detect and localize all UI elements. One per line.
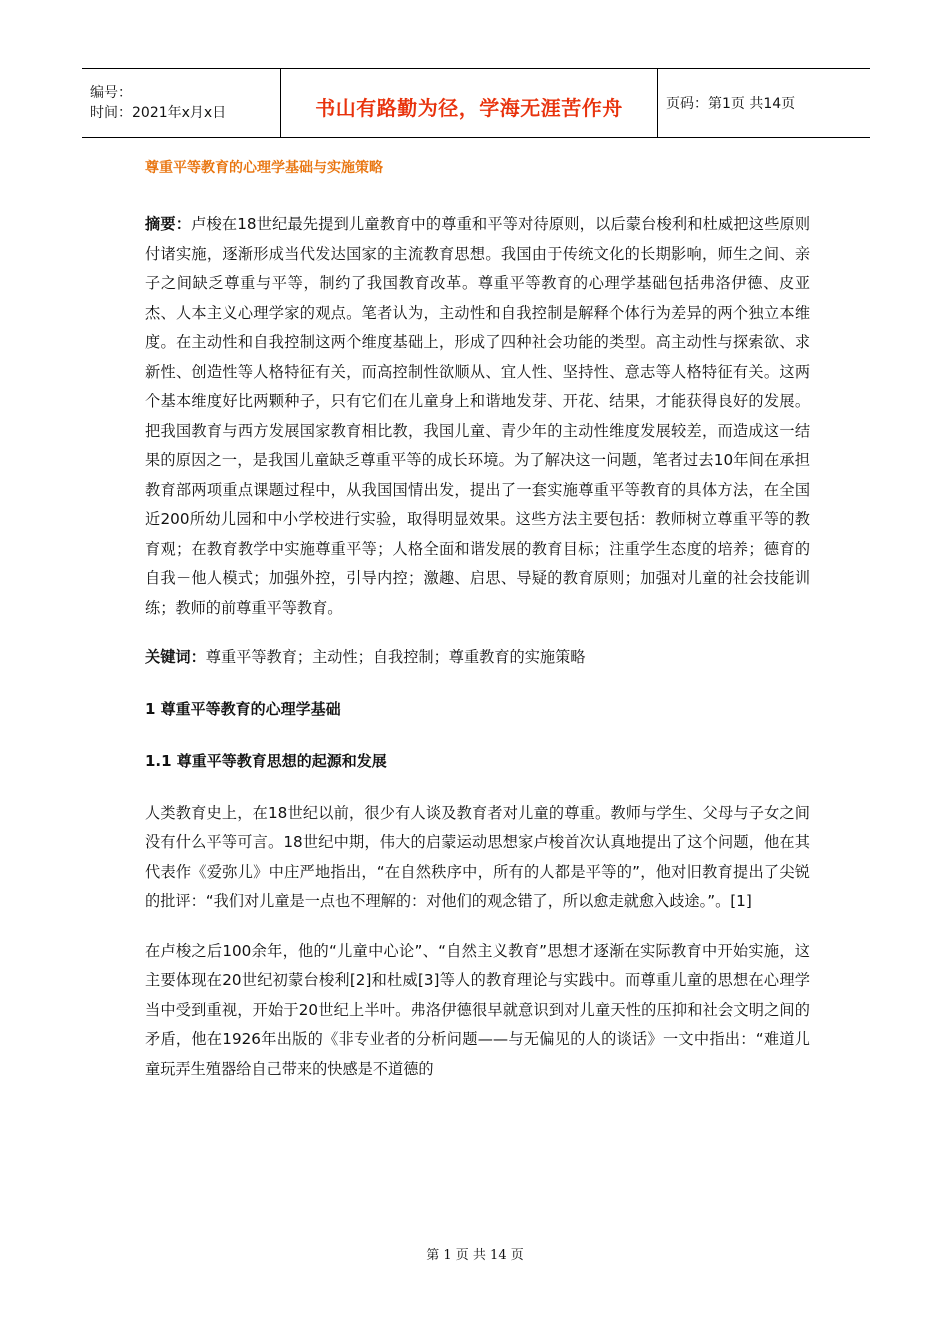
header-meta <box>82 69 281 137</box>
page-header <box>82 68 870 138</box>
section-1-heading: 1 尊重平等教育的心理学基础 <box>145 699 341 718</box>
document-title: 尊重平等教育的心理学基础与实施策略 <box>145 160 383 176</box>
header-page-cell <box>658 69 870 137</box>
header-motto-cell <box>281 69 658 137</box>
abstract-paragraph <box>145 210 810 623</box>
abstract-label: 摘要： <box>145 215 192 233</box>
time-label: 时间：2021年x月x日 <box>90 105 227 121</box>
header-page-info: 页码：第1页 共14页 <box>666 96 796 112</box>
keywords-paragraph <box>145 643 810 673</box>
body-paragraph-2: 在卢梭之后100余年，他的“儿童中心论”、“自然主义教育”思想才逐渐在实际教育中开始实施，这主要体现在20世纪初蒙台梭利[2]和杜威[3]等人的教育理论与实践中。而尊重儿童的思想在心理学当中受到重视，开始于20世纪上半叶。弗洛伊德很早就意识到对儿童天性的压抑和社会文明之间的矛盾，他在1926年出版的《非专业者的分析问题——与无偏见的人的谈话》一文中指出：“难道儿童玩弄生殖器给自己带来的快感是不道德的 <box>145 941 810 1078</box>
header-motto: 书山有路勤为径，学海无涯苦作舟 <box>315 95 623 120</box>
document-body <box>145 156 810 1084</box>
keywords-text: 尊重平等教育；主动性；自我控制；尊重教育的实施策略 <box>205 648 586 666</box>
body-paragraph-1: 人类教育史上，在18世纪以前，很少有人谈及教育者对儿童的尊重。教师与学生、父母与子女之间没有什么平等可言。18世纪中期，伟大的启蒙运动思想家卢梭首次认真地提出了这个问题，他在其代表作《爱弥儿》中庄严地指出，“在自然秩序中，所有的人都是平等的”，他对旧教育提出了尖锐的批评：“我们对儿童是一点也不理解的：对他们的观念错了，所以愈走就愈入歧途。”。[1] <box>145 803 810 910</box>
number-label: 编号： <box>90 85 132 101</box>
abstract-text: 卢梭在18世纪最先提到儿童教育中的尊重和平等对待原则，以后蒙台梭利和杜威把这些原则付诸实施，逐渐形成当代发达国家的主流教育思想。我国由于传统文化的长期影响，师生之间、亲子之间缺乏尊重与平等，制约了我国教育改革。尊重平等教育的心理学基础包括弗洛伊德、皮亚杰、人本主义心理学家的观点。笔者认为，主动性和自我控制是解释个体行为差异的两个独立本维度。在主动性和自我控制这两个维度基础上，形成了四种社会功能的类型。高主动性与探索欲、求新性、创造性等人格特征有关，而高控制性欲顺从、宜人性、坚持性、意志等人格特征有关。这两个基本维度好比两颗种子，只有它们在儿童身上和谐地发芽、开花、结果，才能获得良好的发展。把我国教育与西方发展国家教育相比教，我国儿童、青少年的主动性维度发展较差，而造成这一结果的原因之一，是我国儿童缺乏尊重平等的成长环境。为了解决这一问题，笔者过去10年间在承担教育部两项重点课题过程中，从我国国情出发，提出了一套实施尊重平等教育的具体方法，在全国近200所幼儿园和中小学校进行实验，取得明显效果。这些方法主要包括：教师树立尊重平等的教育观；在教育教学中实施尊重平等；人格全面和谐发展的教育目标；注重学生态度的培养；德育的自我－他人模式；加强外控，引导内控；激趣、启思、导疑的教育原则；加强对儿童的社会技能训练；教师的前尊重平等教育。 <box>145 215 811 617</box>
section-1-1-heading: 1.1 尊重平等教育思想的起源和发展 <box>145 751 387 770</box>
keywords-label: 关键词： <box>145 648 206 666</box>
page-footer: 第 1 页 共 14 页 <box>426 1248 524 1263</box>
